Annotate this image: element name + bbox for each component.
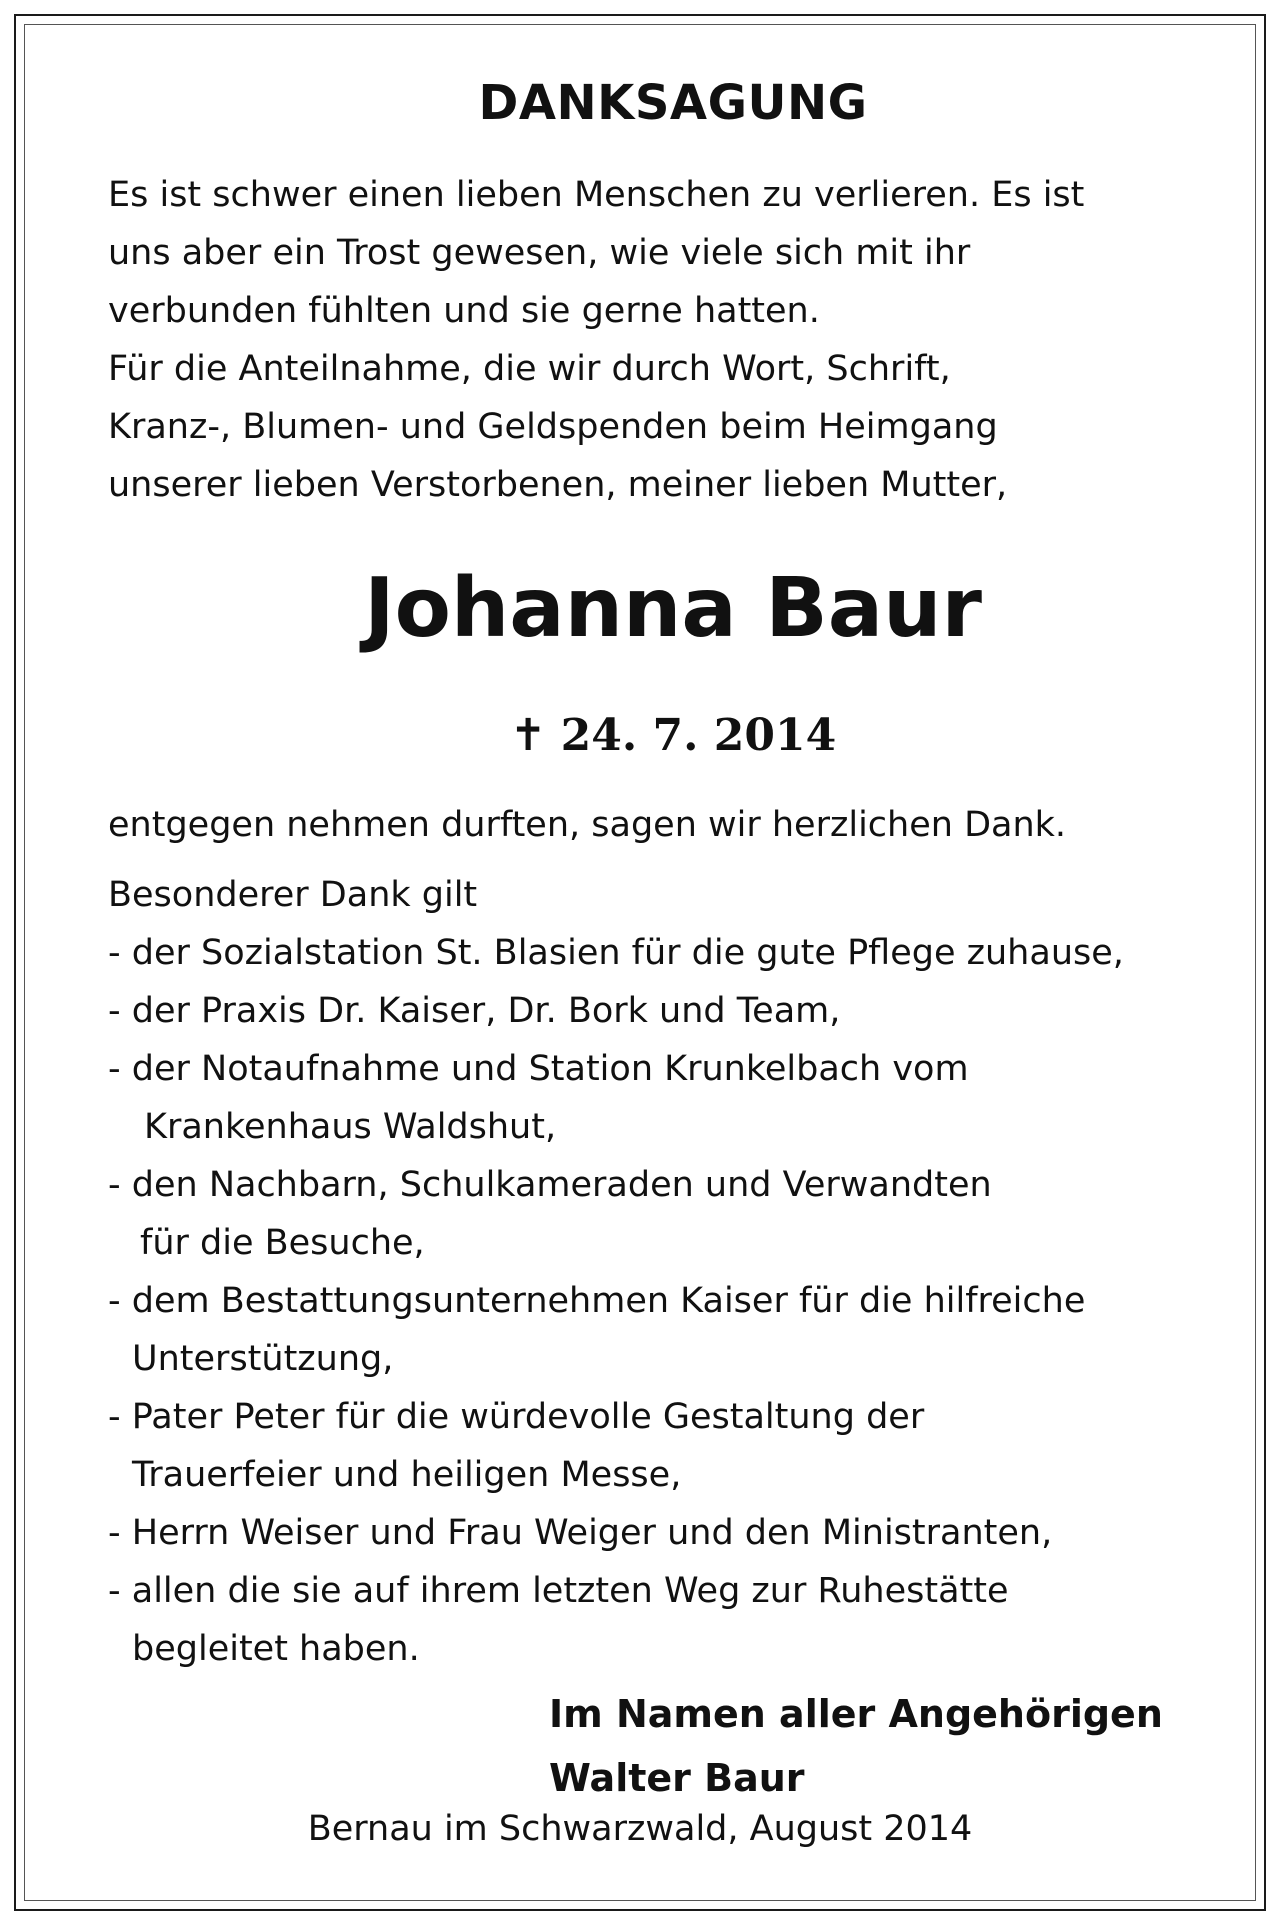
death-date-line xyxy=(108,710,1238,762)
thanks-item: - allen die sie auf ihrem letzten Weg zur Ruhestätte xyxy=(108,1571,1009,1612)
thanks-item-continuation: Unterstützung, xyxy=(132,1339,394,1380)
thanks-item: - den Nachbarn, Schulkameraden und Verwandten xyxy=(108,1165,992,1206)
thanks-item: - Pater Peter für die würdevolle Gestaltung der xyxy=(108,1397,925,1438)
intro-line: Es ist schwer einen lieben Menschen zu verlieren. Es ist xyxy=(108,175,1085,216)
thanks-item: - der Sozialstation St. Blasien für die gute Pflege zuhause, xyxy=(108,933,1124,974)
deceased-name: Johanna Baur xyxy=(364,561,982,657)
signature-line: Im Namen aller Angehörigen xyxy=(549,1692,1163,1737)
intro-line: Für die Anteilnahme, die wir durch Wort, Schrift, xyxy=(108,349,951,390)
cross-icon: ✝ xyxy=(509,710,547,762)
intro-text xyxy=(108,166,1238,514)
death-date: 24. 7. 2014 xyxy=(560,710,837,762)
notice-heading: DANKSAGUNG xyxy=(478,75,868,131)
signature-block xyxy=(549,1682,1238,1810)
thanks-item-continuation: Krankenhaus Waldshut, xyxy=(144,1107,557,1148)
thanks-item: - Herrn Weiser und Frau Weiger und den Ministranten, xyxy=(108,1513,1053,1554)
notice-body xyxy=(108,75,1238,1810)
notice-frame xyxy=(14,14,1266,1911)
place-date: Bernau im Schwarzwald, August 2014 xyxy=(307,1809,973,1849)
closing-line: entgegen nehmen durften, sagen wir herzlichen Dank. xyxy=(108,805,1067,846)
thanks-item-continuation: für die Besuche, xyxy=(140,1223,425,1264)
thanks-item-continuation: Trauerfeier und heiligen Messe, xyxy=(132,1455,682,1496)
intro-line: unserer lieben Verstorbenen, meiner lieben Mutter, xyxy=(108,465,1008,506)
special-thanks xyxy=(108,866,1238,1678)
signer-name: Walter Baur xyxy=(549,1756,805,1801)
intro-line: verbunden fühlten und sie gerne hatten. xyxy=(108,291,820,332)
thanks-item: - der Notaufnahme und Station Krunkelbach vom xyxy=(108,1049,969,1090)
intro-line: Kranz-, Blumen- und Geldspenden beim Heimgang xyxy=(108,407,998,448)
thanks-item-continuation: begleitet haben. xyxy=(132,1629,420,1670)
thanks-item: - der Praxis Dr. Kaiser, Dr. Bork und Team, xyxy=(108,991,841,1032)
intro-line: uns aber ein Trost gewesen, wie viele sich mit ihr xyxy=(108,233,971,274)
thanks-item: - dem Bestattungsunternehmen Kaiser für die hilfreiche xyxy=(108,1281,1086,1322)
special-thanks-intro: Besonderer Dank gilt xyxy=(108,875,478,916)
